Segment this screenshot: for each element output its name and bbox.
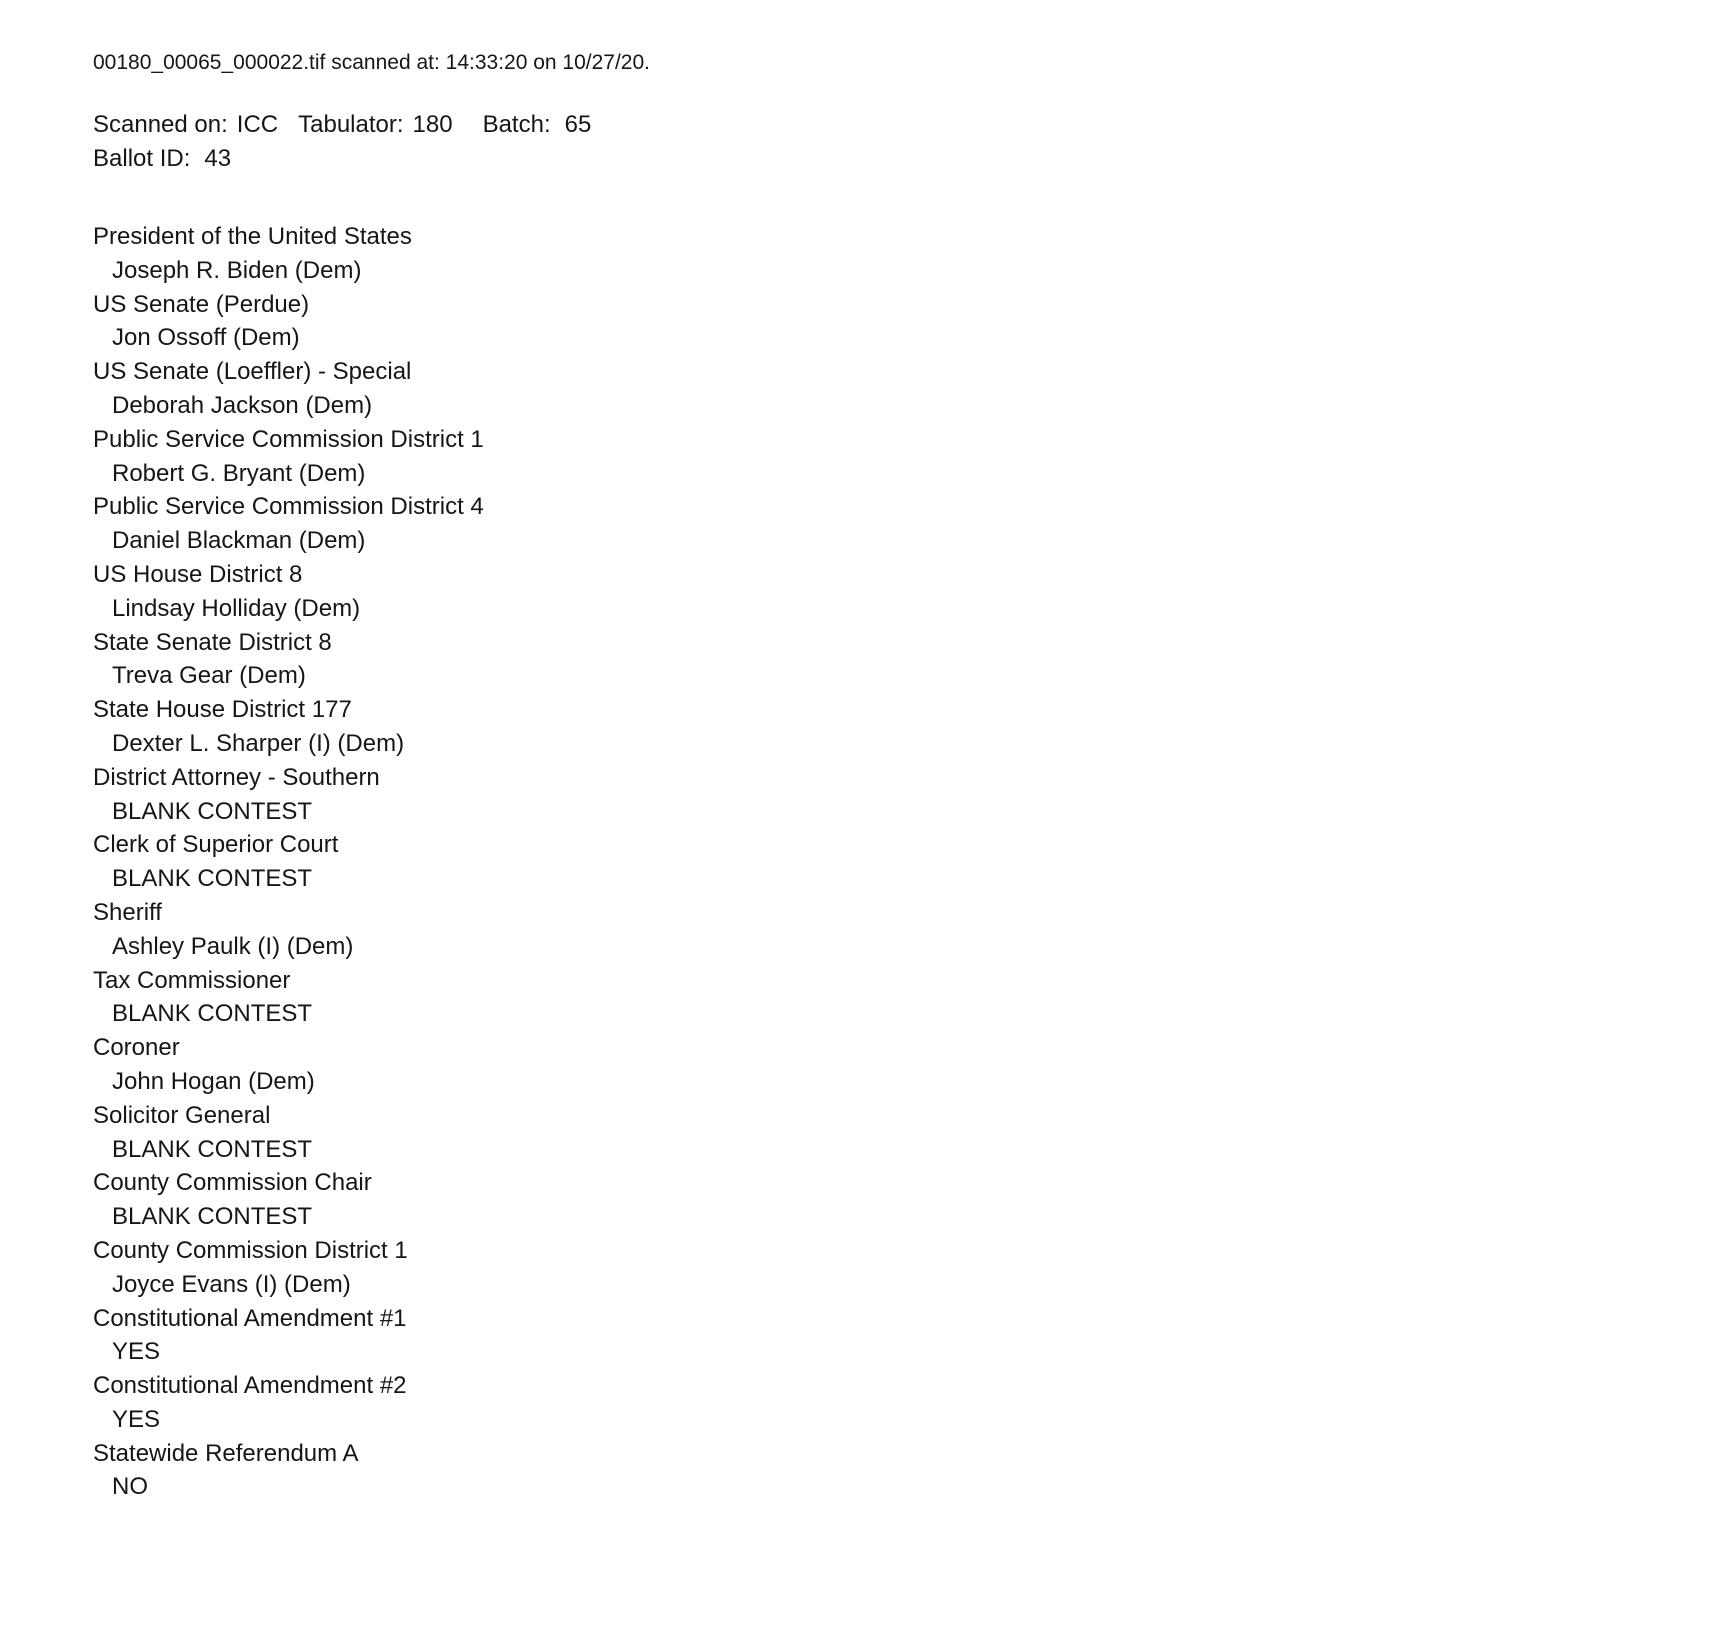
contest-selection: John Hogan (Dem) xyxy=(112,1067,315,1095)
contest-selection: Robert G. Bryant (Dem) xyxy=(112,459,366,487)
contest-row xyxy=(93,896,1672,964)
contest-row xyxy=(93,1099,1672,1167)
contest-title: District Attorney - Southern xyxy=(93,763,380,791)
contest-title: Coroner xyxy=(93,1034,180,1062)
contest-title: State House District 177 xyxy=(93,696,352,724)
contest-row xyxy=(93,490,1672,558)
contest-row xyxy=(93,1234,1672,1302)
contest-selection: Deborah Jackson (Dem) xyxy=(112,391,373,419)
contest-selection: YES xyxy=(112,1405,161,1433)
contest-selection: Joyce Evans (I) (Dem) xyxy=(112,1270,351,1298)
ballot-id-line xyxy=(93,142,1672,176)
contest-title: County Commission Chair xyxy=(93,1169,372,1197)
contest-selection: Daniel Blackman (Dem) xyxy=(112,527,366,555)
scanned-on-value: ICC xyxy=(236,111,279,138)
contest-list xyxy=(93,220,1672,1504)
scanned-on-label: Scanned on: xyxy=(93,111,228,138)
contest-selection: BLANK CONTEST xyxy=(112,797,313,825)
contest-row xyxy=(93,964,1672,1032)
contest-row xyxy=(93,1031,1672,1099)
batch-value: 65 xyxy=(564,111,592,138)
contest-title: US Senate (Loeffler) - Special xyxy=(93,358,412,386)
contest-row xyxy=(93,423,1672,491)
contest-title: Constitutional Amendment #1 xyxy=(93,1304,407,1332)
contest-row xyxy=(93,626,1672,694)
contest-title: Sheriff xyxy=(93,898,162,926)
contest-title: Public Service Commission District 1 xyxy=(93,425,484,453)
contest-selection: BLANK CONTEST xyxy=(112,1000,313,1028)
contest-selection: BLANK CONTEST xyxy=(112,865,313,893)
contest-selection: Lindsay Holliday (Dem) xyxy=(112,594,361,622)
contest-row xyxy=(93,558,1672,626)
contest-row xyxy=(93,355,1672,423)
contest-row xyxy=(93,761,1672,829)
contest-title: US Senate (Perdue) xyxy=(93,290,310,318)
contest-title: Tax Commissioner xyxy=(93,966,291,994)
contest-title: Constitutional Amendment #2 xyxy=(93,1372,407,1400)
contest-selection: Ashley Paulk (I) (Dem) xyxy=(112,932,354,960)
contest-selection: YES xyxy=(112,1338,161,1366)
contest-title: Solicitor General xyxy=(93,1101,271,1129)
contest-title: President of the United States xyxy=(93,223,412,250)
contest-row xyxy=(93,1166,1672,1234)
contest-row xyxy=(93,828,1672,896)
contest-selection: NO xyxy=(112,1473,148,1501)
contest-selection: BLANK CONTEST xyxy=(112,1135,313,1163)
contest-row xyxy=(93,693,1672,761)
contest-row xyxy=(93,1437,1672,1505)
scan-info-line xyxy=(93,108,1672,142)
contest-selection: Dexter L. Sharper (I) (Dem) xyxy=(112,729,405,757)
contest-title: State Senate District 8 xyxy=(93,628,332,656)
batch-label: Batch: xyxy=(482,111,551,138)
contest-title: Statewide Referendum A xyxy=(93,1439,359,1467)
ballot-id-label: Ballot ID: xyxy=(93,145,191,172)
contest-selection: Joseph R. Biden (Dem) xyxy=(112,256,362,284)
contest-row xyxy=(93,220,1672,288)
tabulator-label: Tabulator: xyxy=(298,111,404,138)
contest-selection: Treva Gear (Dem) xyxy=(112,662,306,690)
contest-title: US House District 8 xyxy=(93,560,303,588)
contest-title: Public Service Commission District 4 xyxy=(93,493,484,521)
ballot-id-value: 43 xyxy=(204,145,232,172)
contest-selection: Jon Ossoff (Dem) xyxy=(112,324,300,352)
contest-title: Clerk of Superior Court xyxy=(93,831,339,859)
contest-selection: BLANK CONTEST xyxy=(112,1203,313,1231)
contest-row xyxy=(93,1302,1672,1370)
contest-row xyxy=(93,1369,1672,1437)
contest-title: County Commission District 1 xyxy=(93,1236,408,1264)
tabulator-value: 180 xyxy=(412,111,453,138)
scan-filename-line: 00180_00065_000022.tif scanned at: 14:33:20 on 10/27/20. xyxy=(93,51,650,74)
contest-row xyxy=(93,288,1672,356)
